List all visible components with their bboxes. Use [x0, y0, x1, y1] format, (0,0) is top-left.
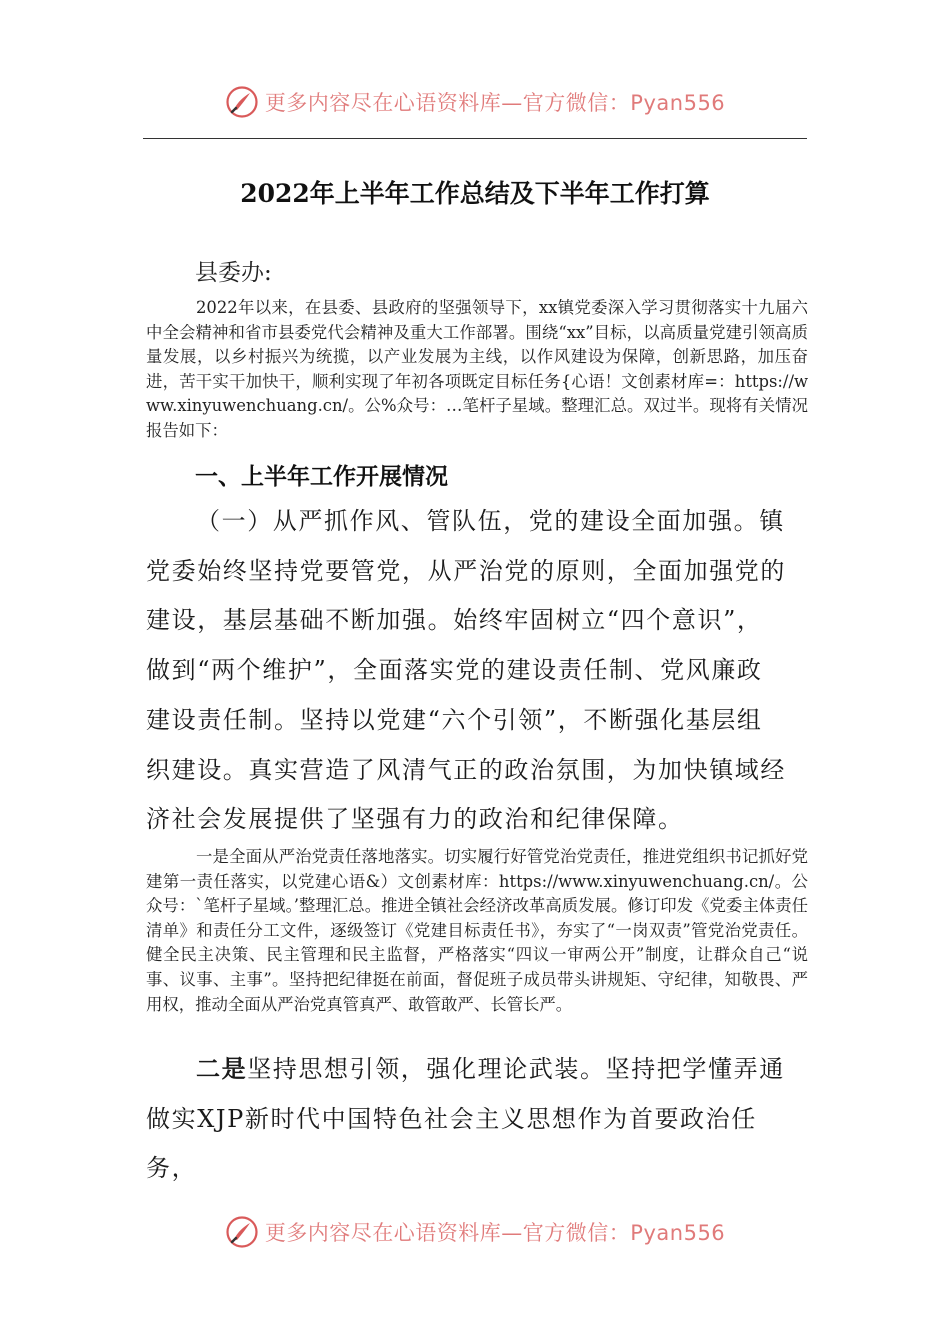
intro-paragraph: 2022年以来，在县委、县政府的坚强领导下，xx镇党委深入学习贯彻落实十九届六中全会精神和省市县委党代会精神及重大工作部署。围绕“xx”目标，以高质量党建引领高质量发展，以乡村振兴为统揽，以产业发展为主线，以作风建设为保障，创新思路，加压奋进，苦干实干加快干，顺利实现了年初各项既定目标任务{心语！文创素材库=：https://www.xinyuwenchuang.cn/。公%众号：…笔杆子星域。整理汇总。双过半。现将有关情况报告如下：	[146, 298, 808, 440]
recipient-line: 县委办:	[195, 260, 272, 286]
watermark-text: 更多内容尽在心语资料库—官方微信：Pyan556	[264, 1221, 726, 1245]
header-divider	[143, 138, 807, 139]
brush-logo-icon	[225, 85, 259, 119]
section-heading: 一、上半年工作开展情况	[195, 464, 448, 490]
body-paragraph-er	[146, 1045, 788, 1194]
header-watermark-banner	[0, 82, 950, 122]
watermark-text: 更多内容尽在心语资料库—官方微信：Pyan556	[264, 91, 726, 115]
footer-watermark-banner	[0, 1212, 950, 1252]
brush-logo-icon	[225, 1215, 259, 1249]
paragraph-lead: 二是	[196, 1055, 248, 1083]
body-paragraph-yi: 一是全面从严治党责任落地落实。切实履行好管党治党责任，推进党组织书记抓好党建第一责任落实，以党建心语&）文创素材库：https://www.xinyuwenchuang.cn/。公众号：`笔杆子星域。’整理汇总。推进全镇社会经济改革高质发展。修订印发《党委主体责任清单》和责任分工文件，逐级签订《党建目标责任书》，夯实了“一岗双责”管党治党责任。健全民主决策、民主管理和民主监督，严格落实“四议一审两公开”制度，让群众自己“说事、议事、主事”。坚持把纪律挺在前面，督促班子成员带头讲规矩、守纪律，知敬畏、严用权，推动全面从严治党真管真严、敢管敢严、长管长严。	[146, 847, 808, 1014]
body-paragraph-1: （一）从严抓作风、管队伍，党的建设全面加强。镇党委始终坚持党要管党，从严治党的原则，全面加强党的建设，基层基础不断加强。始终牢固树立“四个意识”，做到“两个维护”，全面落实党的建设责任制、党风廉政建设责任制。坚持以党建“六个引领”，不断强化基层组织建设。真实营造了风清气正的政治氛围，为加快镇域经济社会发展提供了坚强有力的政治和纪律保障。	[146, 507, 786, 834]
document-title: 2022年上半年工作总结及下半年工作打算	[240, 179, 710, 208]
paragraph-text: 坚持思想引领，强化理论武装。坚持把学懂弄通做实XJP新时代中国特色社会主义思想作为首要政治任务，	[146, 1055, 785, 1183]
